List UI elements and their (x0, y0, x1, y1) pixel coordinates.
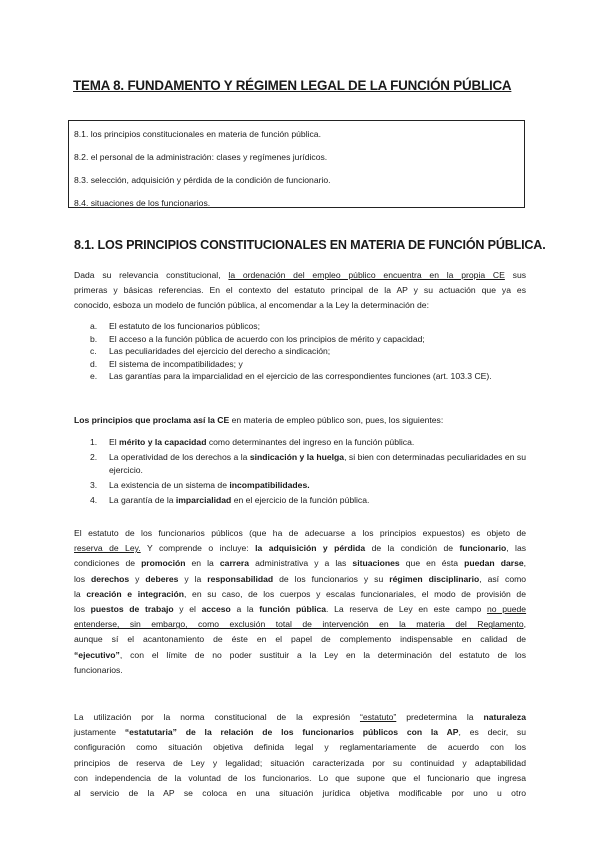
list-item: 2. La operatividad de los derechos a la sindicación y la huelga, si bien con determinadas peculiaridades en su ejercicio. (90, 452, 526, 475)
paragraph-line: con independencia de la voluntad de los funcionarios. Lo que supone que el funcionario que ingresa (74, 772, 526, 783)
paragraph-line: los puestos de trabajo y el acceso a la función pública. La reserva de Ley en este campo no puede (74, 604, 527, 615)
list-item: 1. El mérito y la capacidad como determinantes del ingreso en la función pública. (90, 437, 415, 447)
paragraph-line: La utilización por la norma constitucional de la expresión “estatuto” predetermina la naturaleza (74, 712, 527, 722)
paragraph-line: reserva de Ley. Y comprende o incluye: la adquisición y pérdida de la condición de funcionario, las (74, 543, 527, 554)
paragraph-line: justamente “estatutaria” de la relación de los funcionarios públicos con la AP, es decir, su (74, 727, 527, 738)
list-item: c. Las peculiaridades del ejercicio del derecho a sindicación; (90, 346, 331, 357)
paragraph-line: principios de reserva de Ley y legalidad; situación caracterizada por su continuidad y adaptabilidad (74, 757, 526, 768)
toc-item: 8.3. selección, adquisición y pérdida de la condición de funcionario. (74, 175, 331, 185)
underlined-text: la ordenación del empleo público encuentra en la propia CE (228, 270, 505, 280)
paragraph-line: Los principios que proclama así la CE en materia de empleo público son, pues, los siguientes: (74, 415, 444, 425)
paragraph-line: al servicio de la AP se coloca en una situación jurídica objetiva modificable por uno u otro (74, 788, 526, 799)
lettered-list (90, 320, 526, 383)
list-item: 3. La existencia de un sistema de incompatibilidades. (90, 479, 310, 490)
paragraph-line: entenderse, sin embargo, como exclusión total de intervención en la materia del Reglamento, (74, 619, 526, 630)
paragraph-line: primeras y básicas referencias. En el contexto del estatuto principal de la AP y su actuación que ya es (74, 285, 526, 296)
paragraph-line: El estatuto de los funcionarios públicos (que ha de adecuarse a los principios expuestos) es objeto de (74, 528, 526, 538)
section-heading: 8.1. LOS PRINCIPIOS CONSTITUCIONALES EN MATERIA DE FUNCIÓN PÚBLICA. (74, 238, 546, 252)
intro-paragraph (74, 268, 526, 314)
list-item: a. El estatuto de los funcionarios públicos; (90, 321, 260, 331)
paragraph-line: la creación e integración, en su caso, de los cuerpos y escalas funcionariales, el modo de provisión de (74, 588, 526, 599)
estatuto-paragraph (74, 526, 526, 678)
paragraph-line: conocido, esboza un modelo de función pública, al encomendar a la Ley la determinación de: (74, 300, 429, 311)
paragraph-line: “ejecutivo”, con el límite de no poder sustituir a la Ley en la determinación del estatuto de los (74, 649, 526, 660)
table-of-contents (68, 120, 525, 208)
numbered-list (90, 436, 526, 509)
toc-item: 8.2. el personal de la administración: clases y regímenes jurídicos. (74, 152, 328, 162)
paragraph-line: aunque sí el acantonamiento de éste en el papel de complemento indispensable en calidad de (74, 634, 526, 645)
toc-item: 8.4. situaciones de los funcionarios. (74, 198, 211, 208)
paragraph-line: condiciones de promoción en la carrera administrativa y a las situaciones que en ésta puedan darse, (74, 558, 527, 569)
list-item: d. El sistema de incompatibilidades; y (90, 358, 243, 369)
list-item: e. Las garantías para la imparcialidad en el ejercicio de las correspondientes funciones (art. 103.3 CE). (90, 371, 492, 382)
paragraph-line: los derechos y deberes y la responsabilidad de los funcionarios y su régimen disciplinario, así como (74, 573, 527, 584)
estatutaria-paragraph (74, 710, 526, 801)
paragraph-line: Dada su relevancia constitucional, la ordenación del empleo público encuentra en la propia CE sus (74, 270, 527, 280)
principles-intro (74, 413, 526, 428)
paragraph-line: configuración como situación objetiva definida legal y reglamentariamente de acuerdo con los (74, 742, 526, 753)
toc-item: 8.1. los principios constitucionales en materia de función pública. (74, 129, 321, 139)
list-item: b. El acceso a la función pública de acuerdo con los principios de mérito y capacidad; (90, 333, 425, 344)
paragraph-line: funcionarios. (74, 664, 123, 675)
list-item: 4. La garantía de la imparcialidad en el ejercicio de la función pública. (90, 495, 370, 506)
page-title: TEMA 8. FUNDAMENTO Y RÉGIMEN LEGAL DE LA FUNCIÓN PÚBLICA (73, 78, 512, 93)
